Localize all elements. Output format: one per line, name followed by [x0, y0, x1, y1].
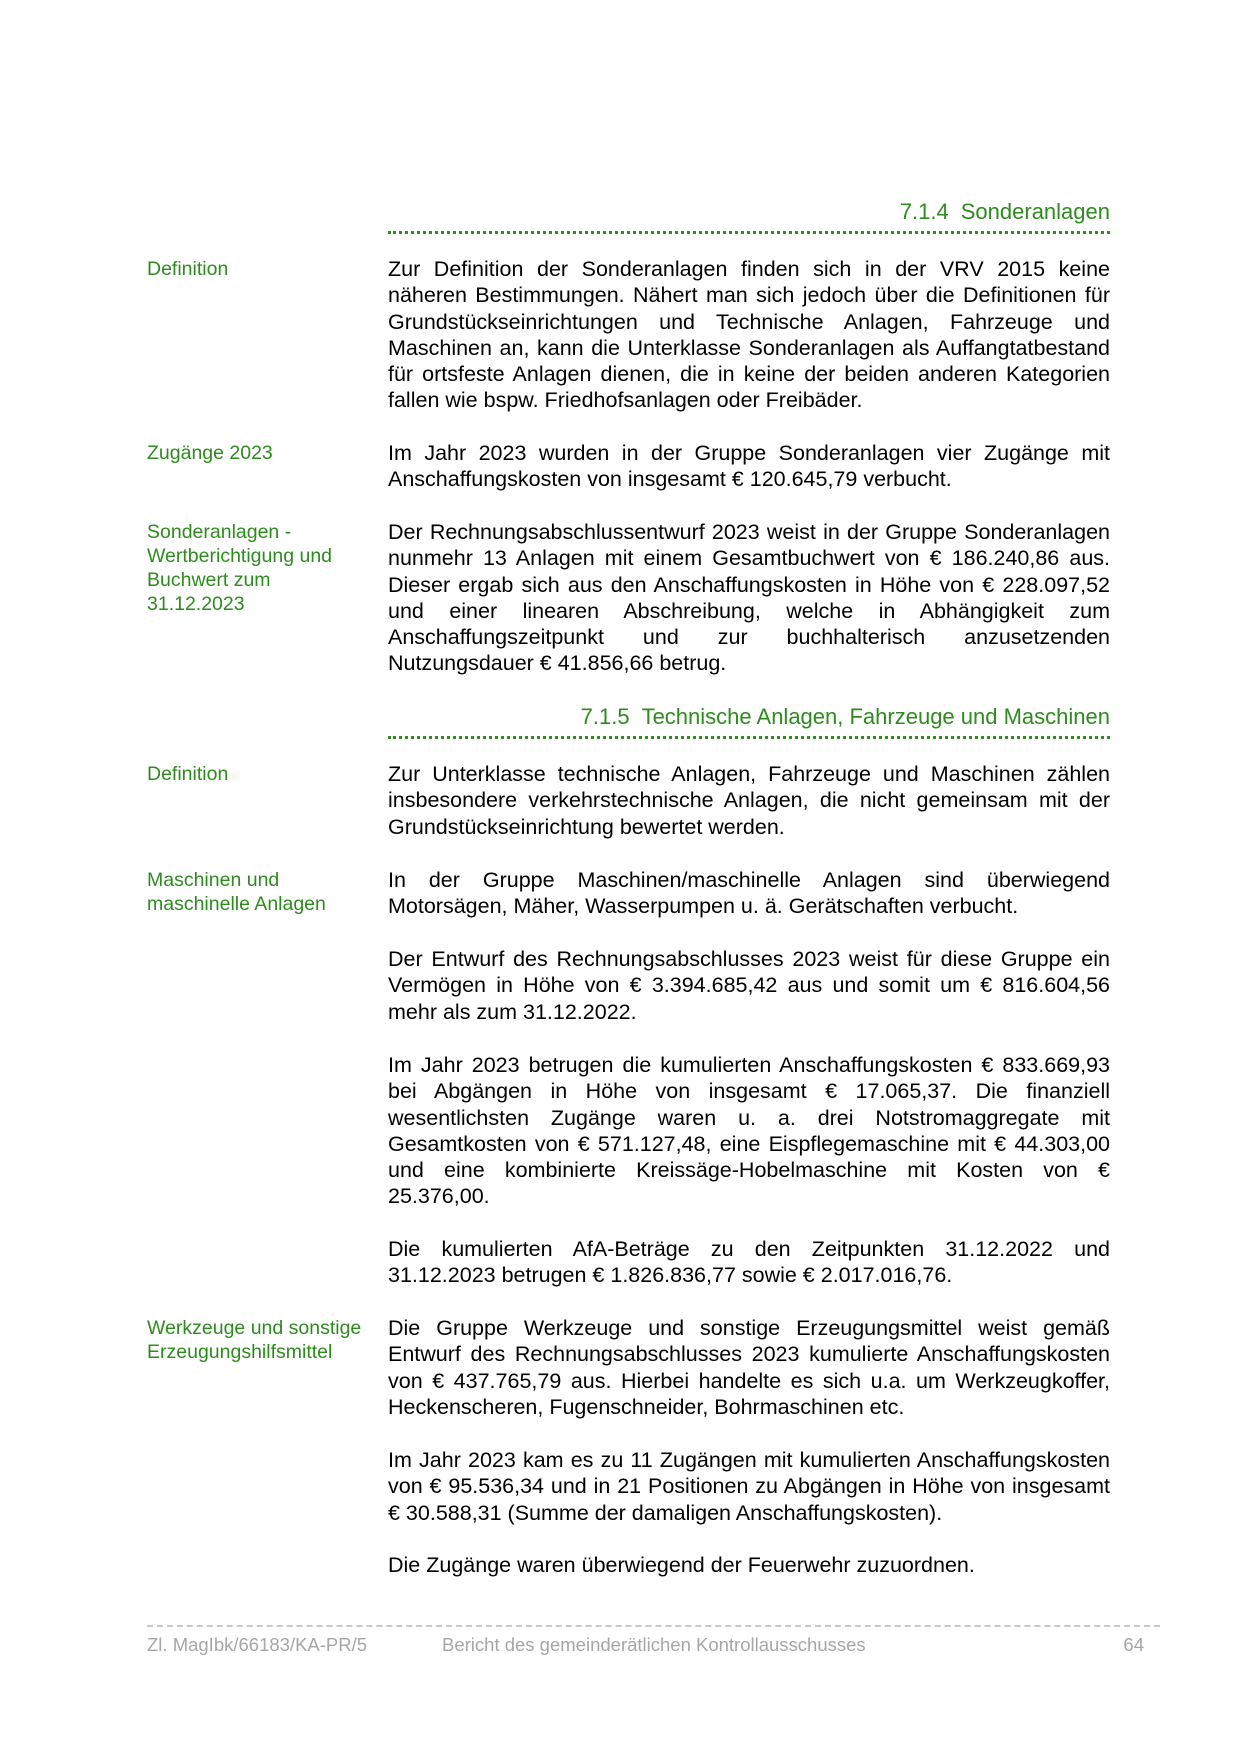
footer-page-number: 64	[1123, 1634, 1144, 1655]
paragraph-feuerwehr: Die Zugänge waren überwiegend der Feuerwehr zuzuordnen.	[388, 1553, 975, 1577]
margin-label-zugaenge-2023: Zugänge 2023	[147, 442, 273, 464]
section-heading-sonderanlagen	[388, 198, 1110, 234]
margin-label-definition: Definition	[147, 258, 229, 280]
footer-reference: Zl. MagIbk/66183/KA-PR/5	[147, 1634, 368, 1655]
paragraph-wertberichtigung: Der Rechnungsabschlussentwurf 2023 weist in der Gruppe Sonderanlagen nunmehr 13 Anlagen mit einem Gesamtbuchwert von € 186.240,86 aus. Dieser ergab sich aus den Anschaffungskosten in Höhe von € 228.097,52 und einer linearen Abschreibung, welche in Abhängigkeit zum Anschaffungszeitpunkt und zur buchhalterisch anzusetzenden Nutzungsdauer € 41.856,66 betrug.	[388, 520, 1110, 676]
margin-label-wertberichtigung: Sonderanlagen - Wertberichtigung und Buchwert zum 31.12.2023	[147, 521, 333, 615]
footer-report-title: Bericht des gemeinderätlichen Kontrollausschusses	[442, 1634, 866, 1655]
margin-label-werkzeuge: Werkzeuge und sonstige Erzeugungshilfsmittel	[147, 1317, 362, 1363]
paragraph-anschaffungskosten: Im Jahr 2023 betrugen die kumulierten Anschaffungskosten € 833.669,93 bei Abgängen in Höhe von insgesamt € 17.065,37. Die finanziell wesentlichsten Zugänge waren u. a. drei Notstromaggregate mit Gesamtkosten von € 571.127,48, eine Eispflegemaschine mit € 44.303,00 und eine kombinierte Kreissäge-Hobelmaschine mit Kosten von € 25.376,00.	[388, 1053, 1110, 1209]
paragraph-maschinen: In der Gruppe Maschinen/maschinelle Anlagen sind überwiegend Motorsägen, Mäher, Wasserpumpen u. ä. Gerätschaften verbucht.	[388, 868, 1110, 919]
section-number: 7.1.4	[899, 199, 949, 224]
paragraph-zugaenge-2023: Im Jahr 2023 wurden in der Gruppe Sonderanlagen vier Zugänge mit Anschaffungskosten von insgesamt € 120.645,79 verbucht.	[388, 441, 1110, 492]
section-title: Sonderanlagen	[960, 199, 1110, 224]
footer-divider	[147, 1625, 1160, 1627]
paragraph-zugaenge-werkzeuge: Im Jahr 2023 kam es zu 11 Zugängen mit kumulierten Anschaffungskosten von € 95.536,34 und in 21 Positionen zu Abgängen in Höhe von insgesamt € 30.588,31 (Summe der damaligen Anschaffungskosten).	[388, 1448, 1110, 1525]
paragraph-sonderanlagen-definition: Zur Definition der Sonderanlagen finden sich in der VRV 2015 keine näheren Bestimmungen. Nähert man sich jedoch über die Definitionen für Grundstückseinrichtungen und Technische Anlagen, Fahrzeuge und Maschinen an, kann die Unterklasse Sonderanlagen als Auffangtatbestand für ortsfeste Anlagen dienen, die in keine der beiden anderen Kategorien fallen wie bspw. Friedhofsanlagen oder Freibäder.	[388, 257, 1110, 413]
section-heading-technische-anlagen	[388, 703, 1110, 739]
paragraph-afa-betraege: Die kumulierten AfA-Beträge zu den Zeitpunkten 31.12.2022 und 31.12.2023 betrugen € 1.826.836,77 sowie € 2.017.016,76.	[388, 1237, 1110, 1288]
paragraph-werkzeuge: Die Gruppe Werkzeuge und sonstige Erzeugungsmittel weist gemäß Entwurf des Rechnungsabschlusses 2023 kumulierte Anschaffungskosten von € 437.765,79 aus. Hierbei handelte es sich u.a. um Werkzeugkoffer, Heckenscheren, Fugenschneider, Bohrmaschinen etc.	[388, 1316, 1110, 1419]
section-number: 7.1.5	[580, 704, 630, 729]
section-title: Technische Anlagen, Fahrzeuge und Maschinen	[641, 704, 1110, 729]
margin-label-definition-technische: Definition	[147, 763, 229, 785]
paragraph-technische-definition: Zur Unterklasse technische Anlagen, Fahrzeuge und Maschinen zählen insbesondere verkehrstechnische Anlagen, die nicht gemeinsam mit der Grundstückseinrichtung bewertet werden.	[388, 762, 1110, 839]
margin-label-maschinen: Maschinen und maschinelle Anlagen	[147, 869, 326, 915]
paragraph-vermoegen: Der Entwurf des Rechnungsabschlusses 2023 weist für diese Gruppe ein Vermögen in Höhe von € 3.394.685,42 aus und somit um € 816.604,56 mehr als zum 31.12.2022.	[388, 947, 1110, 1024]
